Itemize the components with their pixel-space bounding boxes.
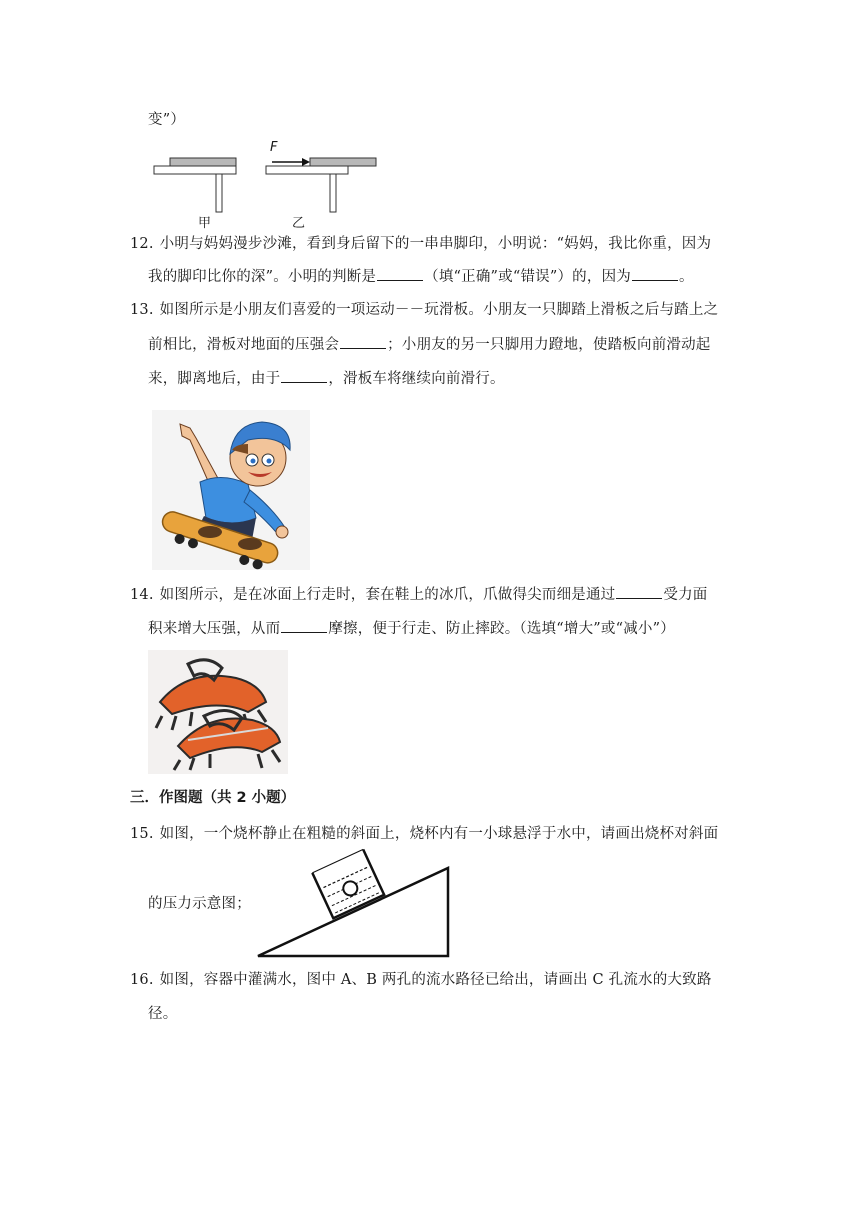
q16-number: 16. — [130, 972, 154, 988]
q15-text2: 的压力示意图； — [148, 896, 251, 912]
q15-line2 — [148, 894, 251, 914]
q13-line1 — [130, 300, 718, 320]
q12-blank2[interactable] — [632, 266, 678, 281]
skateboard-kid-image — [152, 410, 310, 570]
label-yi: 乙 — [292, 216, 306, 231]
q16-text2: 径。 — [148, 1006, 178, 1022]
q12-blank1[interactable] — [377, 266, 423, 281]
continuation-text-span: 变”） — [148, 112, 186, 128]
board-figure — [150, 140, 380, 232]
q12-text2b: （填“正确”或“错误”）的，因为 — [424, 269, 631, 285]
q13-text2a: 前相比，滑板对地面的压强会 — [148, 337, 340, 353]
q14-text2a: 积来增大压强，从而 — [148, 621, 281, 637]
q12-line1 — [130, 234, 711, 254]
q15-text1: 如图，一个烧杯静止在粗糙的斜面上，烧杯内有一小球悬浮于水中，请画出烧杯对斜面 — [159, 826, 719, 842]
table-top-left — [154, 166, 236, 174]
kid-pupil-left — [251, 459, 256, 464]
incline-figure — [252, 846, 454, 960]
q13-text1: 如图所示是小朋友们喜爱的一项运动－－玩滑板。小朋友一只脚踏上滑板之后与踏上之 — [159, 302, 719, 318]
q14-blank1[interactable] — [616, 584, 662, 599]
label-jia: 甲 — [198, 216, 212, 231]
q14-number: 14. — [130, 587, 154, 603]
q16-line1 — [130, 970, 712, 990]
q13-line2 — [148, 334, 711, 355]
q13-blank1[interactable] — [340, 334, 386, 349]
board-top-right — [310, 158, 376, 166]
q12-line2 — [148, 266, 694, 287]
q14-line1 — [130, 584, 707, 605]
section-title-drawing: 三．作图题（共 2 小题） — [130, 790, 296, 806]
table-leg-right — [330, 174, 336, 212]
table-leg-left — [216, 174, 222, 212]
kid-hand — [276, 526, 288, 538]
board-diagram — [150, 140, 380, 232]
force-arrow-head — [302, 158, 310, 166]
q13-text3a: 来，脚离地后，由于 — [148, 371, 281, 387]
q13-line3 — [148, 368, 505, 389]
q13-text2b: ；小朋友的另一只脚用力蹬地，使踏板向前滑动起 — [387, 337, 711, 353]
q12-text2c: 。 — [678, 269, 694, 285]
incline-beaker-diagram — [252, 846, 454, 960]
continuation-text — [148, 110, 185, 130]
q16-line2 — [148, 1004, 177, 1024]
skateboard-figure — [152, 410, 310, 570]
q14-text1b: 受力面 — [663, 587, 708, 603]
q13-text3b: ，滑板车将继续向前滑行。 — [328, 371, 505, 387]
crampon-figure — [148, 650, 288, 774]
crampon-image — [148, 650, 288, 774]
table-top-right — [266, 166, 348, 174]
kid-shoe-right — [238, 538, 262, 550]
q14-blank2[interactable] — [281, 618, 327, 633]
kid-pupil-right — [267, 459, 272, 464]
q12-text2a: 我的脚印比你的深”。小明的判断是 — [148, 269, 377, 285]
q15-number: 15. — [130, 826, 154, 842]
q12-text1: 小明与妈妈漫步沙滩，看到身后留下的一串串脚印，小明说：“妈妈，我比你重，因为 — [159, 236, 712, 252]
q16-text1: 如图，容器中灌满水，图中 A、B 两孔的流水路径已给出，请画出 C 孔流水的大致路 — [159, 972, 712, 988]
q13-blank2[interactable] — [281, 368, 327, 383]
force-label: F — [270, 140, 278, 155]
kid-shoe-left — [198, 526, 222, 538]
q14-line2 — [148, 618, 675, 639]
q13-number: 13. — [130, 302, 154, 318]
q15-line1 — [130, 824, 718, 844]
q14-text1a: 如图所示，是在冰面上行走时，套在鞋上的冰爪，爪做得尖而细是通过 — [159, 587, 616, 603]
board-top-left — [170, 158, 236, 166]
q12-number: 12. — [130, 236, 154, 252]
q14-text2b: 摩擦，便于行走、防止摔跤。（选填“增大”或“减小”） — [328, 621, 675, 637]
